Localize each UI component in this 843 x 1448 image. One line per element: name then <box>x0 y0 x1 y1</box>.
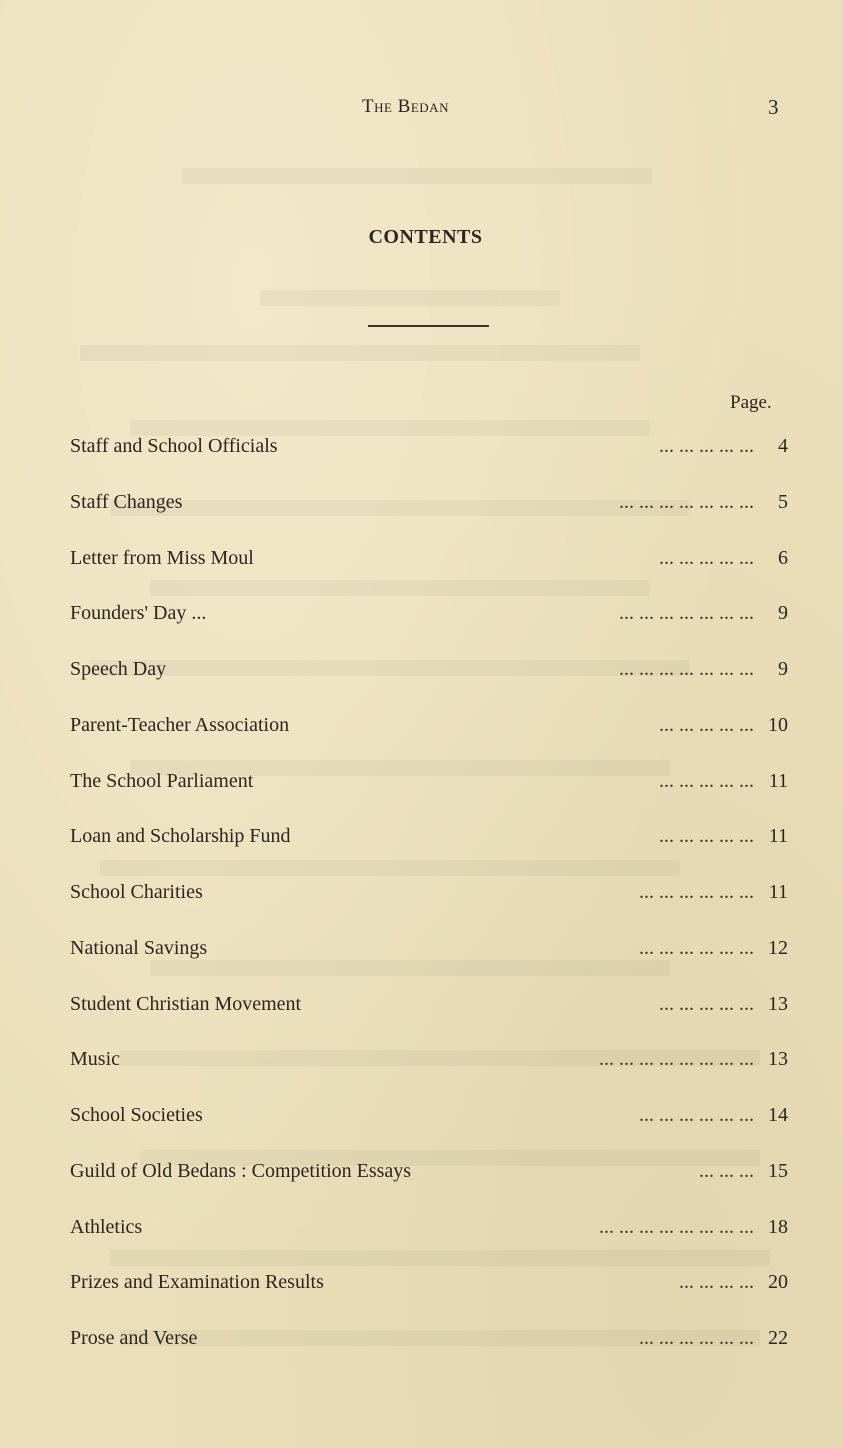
toc-entry-title: Parent-Teacher Association <box>70 713 290 736</box>
toc-entry-page: 11 <box>768 881 788 903</box>
toc-entry-page: 14 <box>768 1104 788 1126</box>
dot-leader: ... ... ... ... ... ... ... <box>619 658 754 680</box>
page-number: 3 <box>768 95 779 119</box>
toc-entry-title: Prizes and Examination Results <box>70 1271 324 1294</box>
toc-entry <box>70 1271 788 1327</box>
toc-entry <box>70 658 788 714</box>
toc-entry-page: 10 <box>768 713 788 736</box>
toc-entry-title: Athletics <box>70 1215 143 1238</box>
table-of-contents <box>70 435 788 1383</box>
dot-leader: ... ... ... ... ... <box>659 825 754 848</box>
toc-entry-page: 6 <box>778 546 788 569</box>
toc-entry <box>70 1216 788 1272</box>
toc-entry-title: Founders' Day ... <box>70 602 207 625</box>
toc-entry-title: Student Christian Movement <box>70 992 302 1015</box>
dot-leader: ... ... ... ... ... ... ... <box>619 490 754 513</box>
toc-entry <box>70 825 788 881</box>
dot-leader: ... ... ... ... ... ... <box>639 881 754 903</box>
toc-entry-page: 13 <box>768 1048 788 1071</box>
toc-entry <box>70 1104 788 1160</box>
toc-entry-title: The School Parliament <box>70 769 254 792</box>
toc-entry-title: Guild of Old Bedans : Competition Essays <box>70 1159 412 1182</box>
dot-leader: ... ... ... ... ... ... ... ... <box>599 1048 754 1071</box>
toc-entry-page: 22 <box>768 1327 788 1349</box>
journal-title: The Bedan <box>362 96 449 117</box>
toc-entry-page: 13 <box>768 992 788 1015</box>
dot-leader: ... ... ... ... ... ... <box>639 936 754 959</box>
toc-entry <box>70 547 788 603</box>
toc-entry <box>70 1048 788 1104</box>
toc-entry <box>70 937 788 993</box>
toc-entry-title: Staff and School Officials <box>70 435 278 457</box>
toc-entry-title: School Societies <box>70 1104 203 1126</box>
toc-entry-page: 11 <box>768 769 788 792</box>
toc-entry-title: Prose and Verse <box>70 1327 198 1349</box>
toc-entry <box>70 770 788 826</box>
dot-leader: ... ... ... ... ... ... ... <box>619 602 754 625</box>
toc-entry-page: 4 <box>778 435 788 457</box>
dot-leader: ... ... ... ... ... <box>659 992 754 1015</box>
toc-entry-page: 12 <box>768 936 788 959</box>
running-head <box>0 96 843 124</box>
contents-heading: CONTENTS <box>368 226 483 248</box>
dot-leader: ... ... ... <box>699 1159 754 1182</box>
dot-leader: ... ... ... ... ... <box>659 713 754 736</box>
toc-entry-title: Loan and Scholarship Fund <box>70 825 291 848</box>
toc-entry-page: 20 <box>768 1271 788 1294</box>
toc-entry <box>70 602 788 658</box>
toc-entry-title: Speech Day <box>70 658 167 680</box>
toc-entry-page: 5 <box>778 490 788 513</box>
toc-entry <box>70 881 788 937</box>
toc-entry-page: 9 <box>778 658 788 680</box>
toc-entry-page: 18 <box>768 1215 788 1238</box>
toc-entry-title: Staff Changes <box>70 490 183 513</box>
dot-leader: ... ... ... ... ... ... <box>639 1327 754 1349</box>
toc-entry-page: 15 <box>768 1159 788 1182</box>
toc-entry-page: 11 <box>768 825 788 848</box>
toc-entry-title: Letter from Miss Moul <box>70 546 254 569</box>
dot-leader: ... ... ... ... ... <box>659 769 754 792</box>
dot-leader: ... ... ... ... ... <box>659 435 754 457</box>
toc-entry-page: 9 <box>778 602 788 625</box>
heading-rule <box>368 325 489 327</box>
dot-leader: ... ... ... ... ... ... ... ... <box>599 1215 754 1238</box>
toc-entry <box>70 435 788 491</box>
dot-leader: ... ... ... ... ... <box>659 546 754 569</box>
toc-entry <box>70 491 788 547</box>
toc-entry <box>70 993 788 1049</box>
toc-entry-title: Music <box>70 1048 120 1071</box>
toc-entry-title: School Charities <box>70 881 203 903</box>
toc-entry-title: National Savings <box>70 936 208 959</box>
toc-entry <box>70 714 788 770</box>
dot-leader: ... ... ... ... <box>679 1271 754 1294</box>
toc-entry <box>70 1160 788 1216</box>
toc-entry <box>70 1327 788 1383</box>
page-column-label: Page. <box>730 392 772 413</box>
dot-leader: ... ... ... ... ... ... <box>639 1104 754 1126</box>
